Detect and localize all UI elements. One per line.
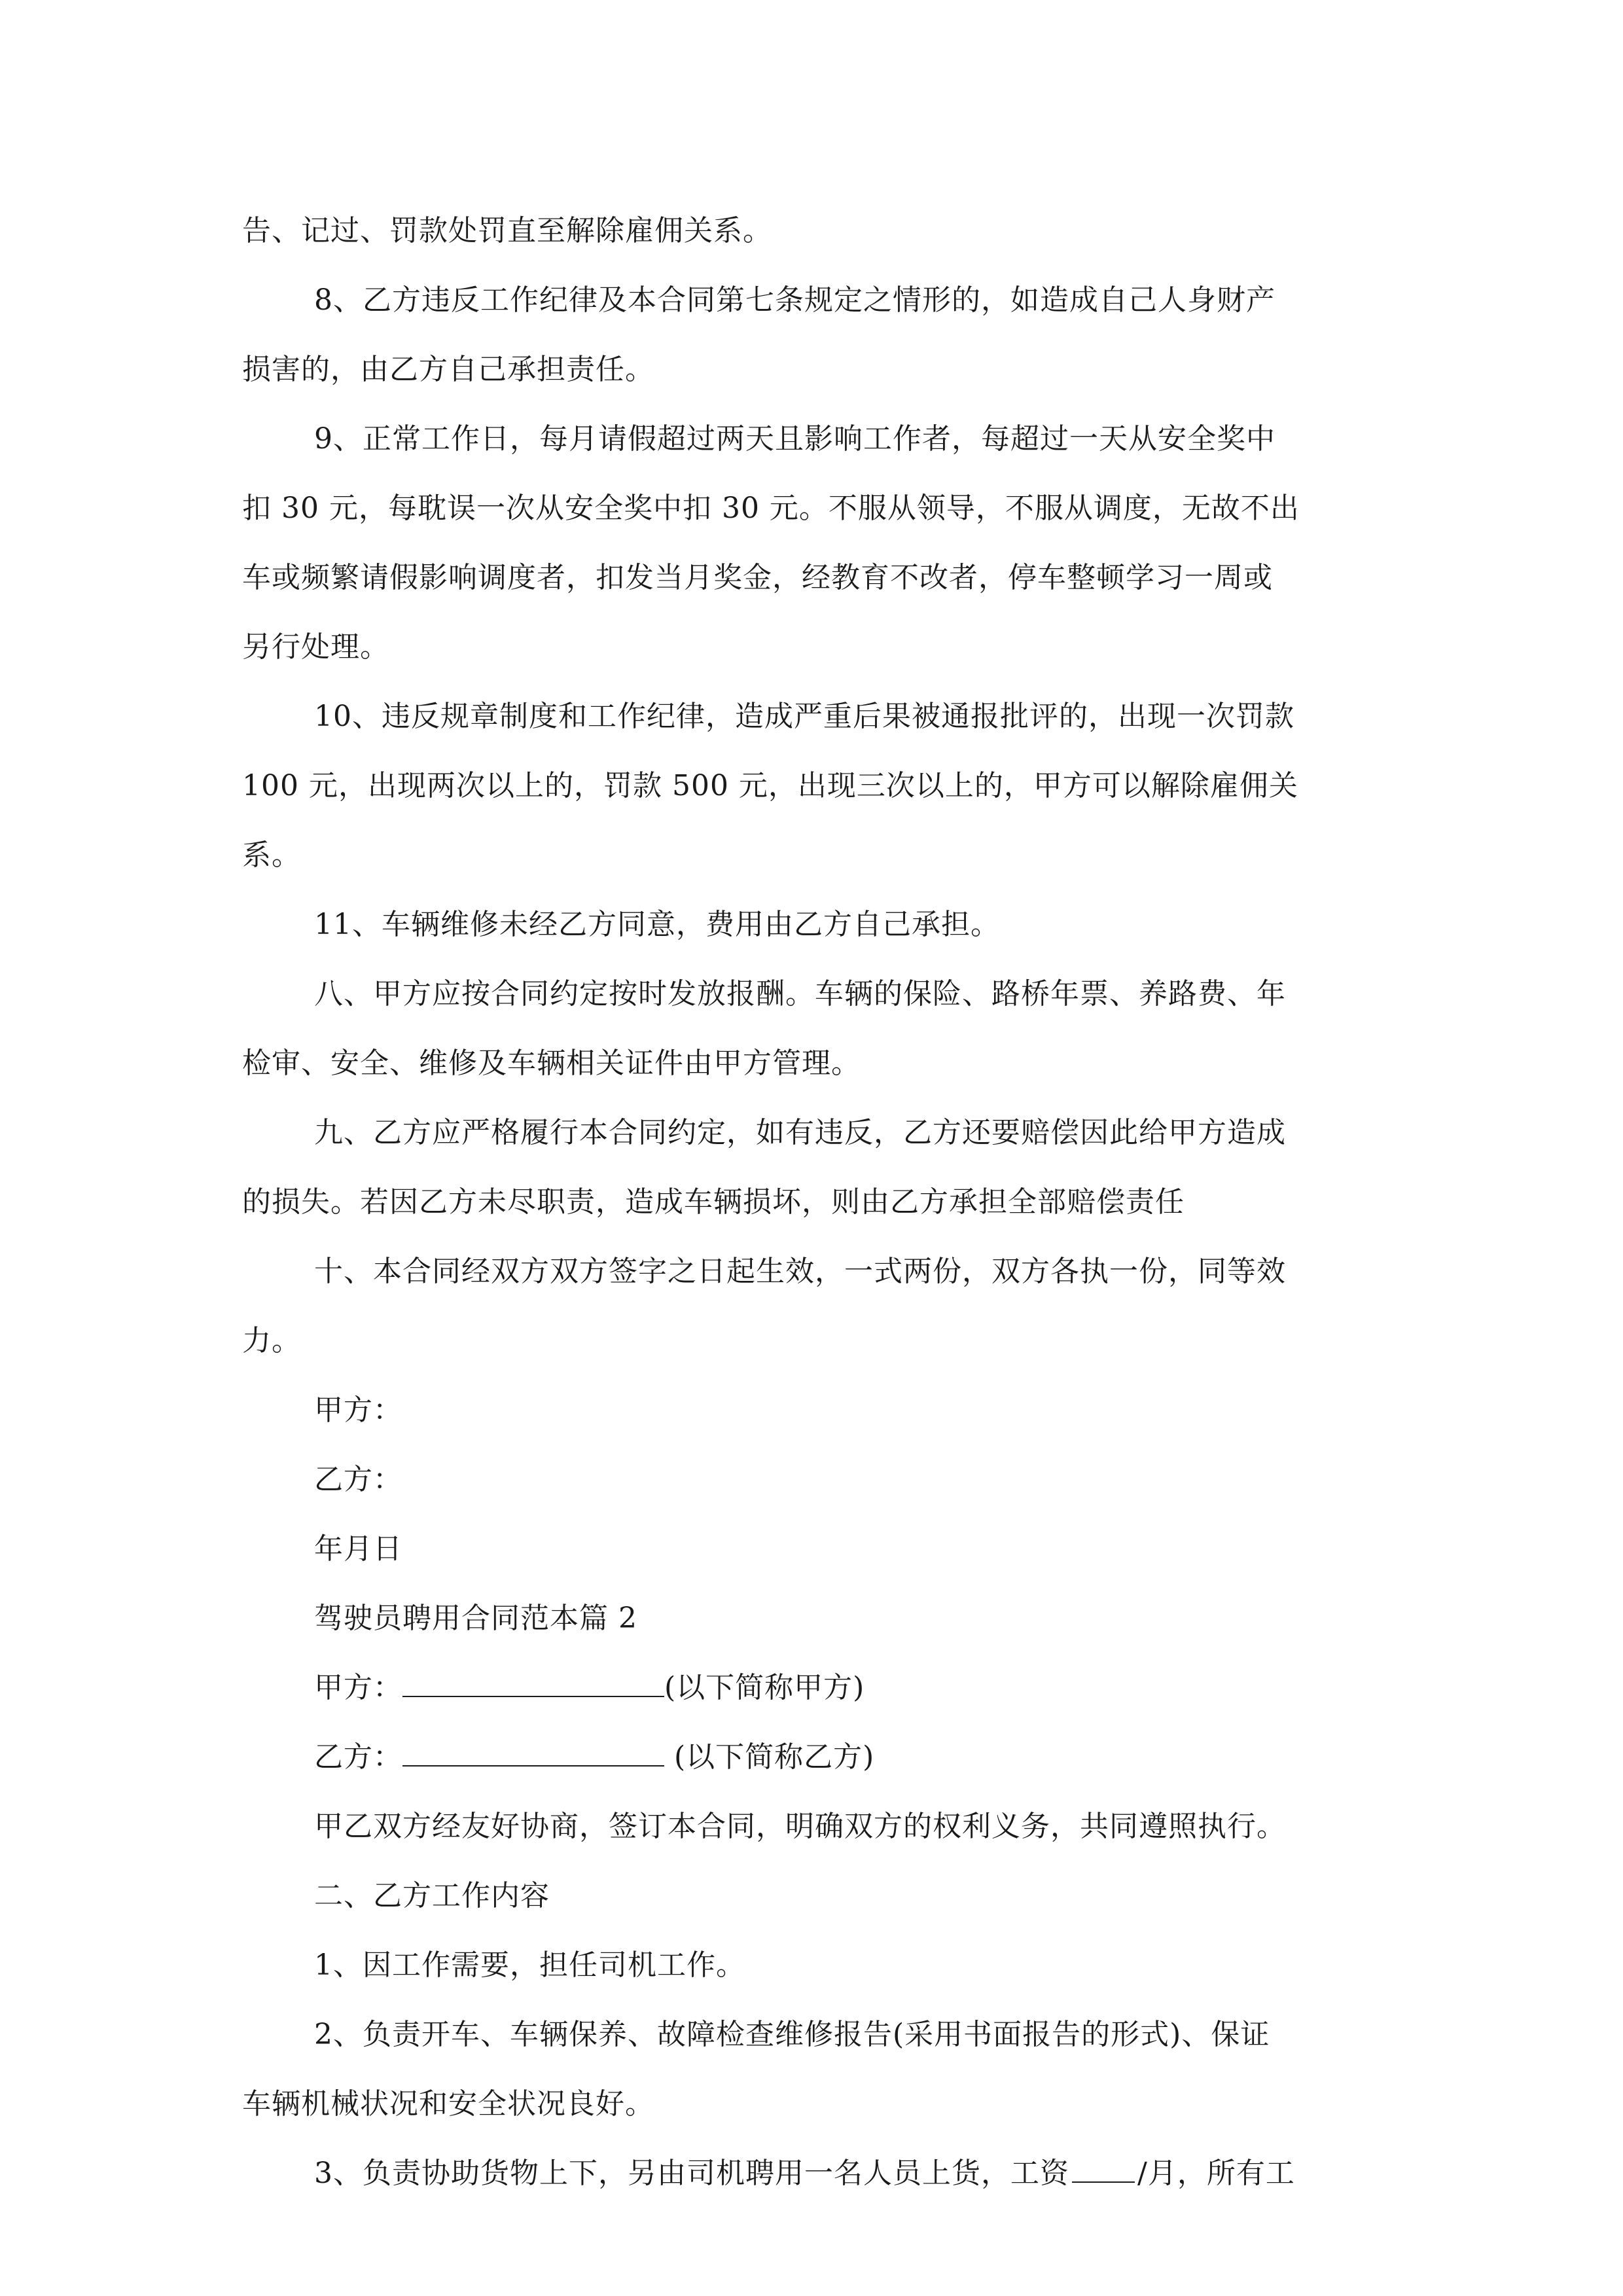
signature-party-b: 乙方：	[314, 1463, 402, 1496]
preamble: 甲乙双方经友好协商，签订本合同，明确双方的权利义务，共同遵照执行。	[314, 1810, 1286, 1843]
clause-9-line-1: 9、正常工作日，每月请假超过两天且影响工作者，每超过一天从安全奖中	[314, 422, 1275, 456]
party-a-label: 甲方：	[314, 1671, 402, 1704]
work-item-3-line-1	[242, 2139, 1381, 2208]
section-10-line-1: 十、本合同经双方双方签字之日起生效，一式两份，双方各执一份，同等效	[314, 1255, 1286, 1288]
party-b-blank	[402, 1727, 664, 1767]
work-item-3-suffix: /月，所有工	[1137, 2157, 1295, 2190]
section-2-heading: 二、乙方工作内容	[314, 1879, 550, 1912]
party-b-label: 乙方：	[314, 1740, 402, 1774]
document-page	[242, 196, 1381, 2208]
clause-10-line-1: 10、违反规章制度和工作纪律，造成严重后果被通报批评的，出现一次罚款	[314, 700, 1294, 733]
party-a-note: (以下简称甲方)	[664, 1671, 865, 1704]
signature-date: 年月日	[314, 1532, 402, 1566]
clause-8-line-2: 损害的，由乙方自己承担责任。	[242, 353, 654, 386]
clause-9-line-3: 车或频繁请假影响调度者，扣发当月奖金，经教育不改者，停车整顿学习一周或	[242, 561, 1273, 594]
clause-8-line-1: 8、乙方违反工作纪律及本合同第七条规定之情形的，如造成自己人身财产	[314, 283, 1275, 317]
work-item-2-line-2: 车辆机械状况和安全状况良好。	[242, 2087, 654, 2121]
section-8-line-1: 八、甲方应按合同约定按时发放报酬。车辆的保险、路桥年票、养路费、年	[314, 977, 1286, 1011]
work-item-1: 1、因工作需要，担任司机工作。	[314, 1948, 745, 1982]
section-8-line-2: 检审、安全、维修及车辆相关证件由甲方管理。	[242, 1047, 861, 1080]
contract-2-title: 驾驶员聘用合同范本篇 2	[314, 1602, 637, 1635]
signature-party-a: 甲方：	[314, 1393, 402, 1427]
clause-11: 11、车辆维修未经乙方同意，费用由乙方自己承担。	[314, 908, 1000, 941]
clause-10-line-2: 100 元，出现两次以上的，罚款 500 元，出现三次以上的，甲方可以解除雇佣关	[242, 769, 1298, 802]
work-item-2-line-1: 2、负责开车、车辆保养、故障检查维修报告(采用书面报告的形式)、保证	[314, 2018, 1270, 2051]
section-9-line-2: 的损失。若因乙方未尽职责，造成车辆损坏，则由乙方承担全部赔偿责任	[242, 1185, 1185, 1219]
paragraph-line: 告、记过、罚款处罚直至解除雇佣关系。	[242, 214, 772, 247]
work-item-3-text: 3、负责协助货物上下，另由司机聘用一名人员上货，工资	[314, 2157, 1069, 2190]
clause-10-line-3: 系。	[242, 838, 301, 872]
party-b-note: (以下简称乙方)	[664, 1740, 875, 1774]
wage-blank	[1072, 2144, 1135, 2183]
party-a-row	[242, 1653, 1381, 1723]
party-a-blank	[402, 1658, 664, 1697]
clause-9-line-4: 另行处理。	[242, 630, 389, 664]
party-b-row	[242, 1723, 1381, 1792]
clause-9-line-2: 扣 30 元，每耽误一次从安全奖中扣 30 元。不服从领导，不服从调度，无故不出	[242, 492, 1300, 525]
section-10-line-2: 力。	[242, 1324, 301, 1357]
section-9-line-1: 九、乙方应严格履行本合同约定，如有违反，乙方还要赔偿因此给甲方造成	[314, 1116, 1286, 1149]
